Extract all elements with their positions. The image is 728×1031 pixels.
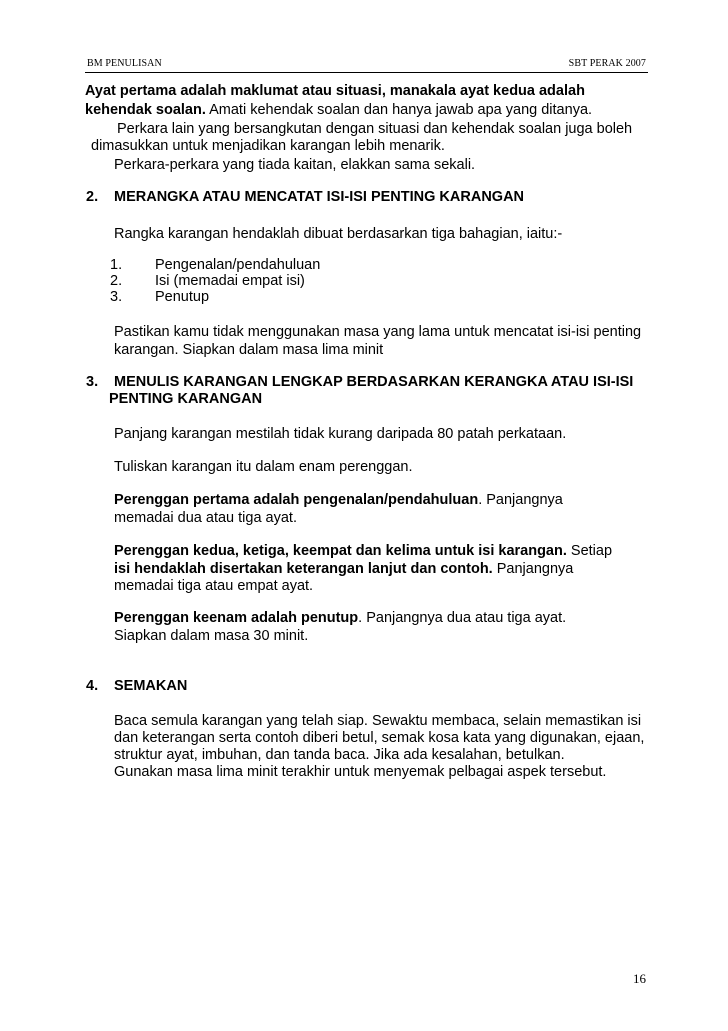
list-item-3-text: Penutup [155,289,210,305]
section-2-para-2-line-2: karangan. Siapkan dalam masa lima minit [114,342,384,358]
header-rule [85,72,648,73]
section-3-p5-rest: . Panjangnya dua atau tiga ayat. [358,610,567,626]
section-3-heading-line-1: MENULIS KARANGAN LENGKAP BERDASARKAN KERANGKA ATAU ISI-ISI [114,374,634,390]
section-2-heading: MERANGKA ATAU MENCATAT ISI-ISI PENTING KARANGAN [114,189,525,205]
section-3-p4-line-2 [114,560,573,578]
section-3-p4-line-3: memadai tiga atau empat ayat. [114,578,314,594]
intro-line-4: dimasukkan untuk menjadikan karangan lebih menarik. [91,138,445,154]
section-3-p4-bold-2: isi hendaklah disertakan keterangan lanjut dan contoh. [114,561,493,577]
section-4-heading: SEMAKAN [114,678,188,694]
section-3-p3-bold: Perenggan pertama adalah pengenalan/pendahuluan [114,492,479,508]
section-3-number: 3. [86,374,99,390]
page-number: 16 [633,971,646,986]
section-3-p4-bold-1: Perenggan kedua, ketiga, keempat dan kelima untuk isi karangan. [114,543,567,559]
section-4-line-3: struktur ayat, imbuhan, dan tanda baca. Jika ada kesalahan, betulkan. [114,747,565,763]
section-3-p4-rest-2: Panjangnya [492,561,574,577]
section-3-p3-rest: . Panjangnya [478,492,563,508]
section-2-number: 2. [86,189,99,205]
section-2-para-2-line-1: Pastikan kamu tidak menggunakan masa yang lama untuk mencatat isi-isi penting [114,324,642,340]
intro-line-3: Perkara lain yang bersangkutan dengan situasi dan kehendak soalan juga boleh [117,121,633,137]
header-right: SBT PERAK 2007 [568,58,646,69]
list-item-1-number: 1. [110,257,123,273]
section-3-p1: Panjang karangan mestilah tidak kurang daripada 80 patah perkataan. [114,426,567,442]
intro-line-5: Perkara-perkara yang tiada kaitan, elakkan sama sekali. [114,157,476,173]
section-3-p3-line-2: memadai dua atau tiga ayat. [114,510,297,526]
intro-line-2-bold: kehendak soalan. [85,102,206,118]
section-4-line-4: Gunakan masa lima minit terakhir untuk menyemak pelbagai aspek tersebut. [114,764,607,780]
section-3-p4-line-1 [114,542,612,560]
list-item-1-text: Pengenalan/pendahuluan [155,257,321,273]
intro-line-2 [85,101,592,119]
intro-line-2-rest: Amati kehendak soalan dan hanya jawab apa yang ditanya. [205,102,593,118]
section-4-number: 4. [86,678,99,694]
section-3-p5-line-1 [114,609,566,627]
section-3-p5-bold: Perenggan keenam adalah penutup [114,610,359,626]
section-3-p4-rest-1: Setiap [566,543,613,559]
header-left: BM PENULISAN [87,58,162,69]
section-4-line-1: Baca semula karangan yang telah siap. Sewaktu membaca, selain memastikan isi [114,713,642,729]
section-3-p2: Tuliskan karangan itu dalam enam perenggan. [114,459,413,475]
section-4-line-2: dan keterangan serta contoh diberi betul, semak kosa kata yang digunakan, ejaan, [114,730,645,746]
section-3-heading-line-2: PENTING KARANGAN [109,391,263,407]
list-item-2-text: Isi (memadai empat isi) [155,273,305,289]
section-3-p5-line-2: Siapkan dalam masa 30 minit. [114,628,309,644]
list-item-3-number: 3. [110,289,123,305]
list-item-2-number: 2. [110,273,123,289]
section-3-p3-line-1 [114,491,563,509]
section-2-para-1: Rangka karangan hendaklah dibuat berdasarkan tiga bahagian, iaitu:- [114,226,563,242]
intro-line-1: Ayat pertama adalah maklumat atau situasi, manakala ayat kedua adalah [85,83,585,99]
